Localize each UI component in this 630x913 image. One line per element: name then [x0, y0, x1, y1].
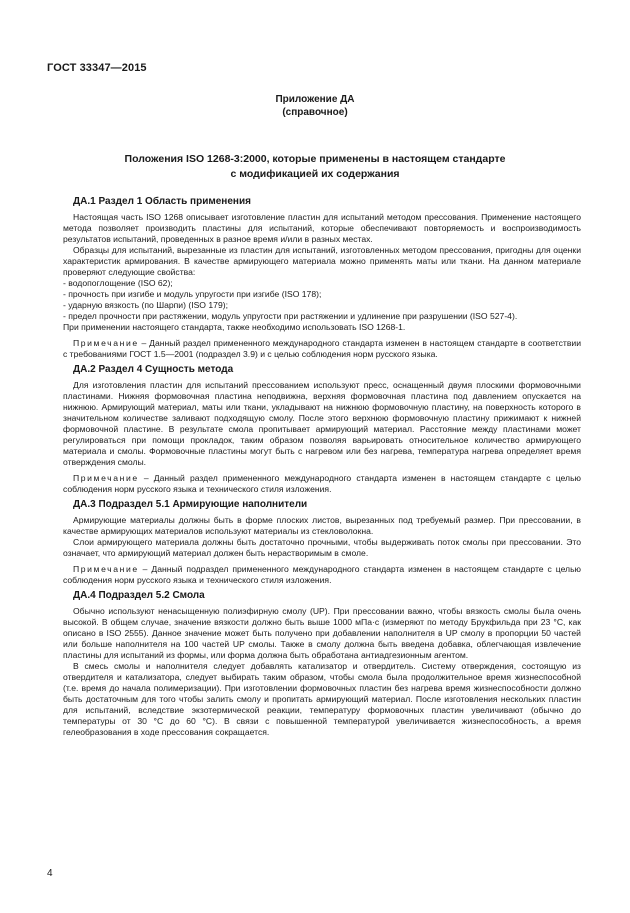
document-body: [63, 196, 581, 740]
body-paragraph: Армирующие материалы должны быть в форме плоских листов, вырезанных под требуемый размер. При прессовании, в качестве армирующих материалов используют материалы из стекловолокна.: [63, 515, 581, 536]
section-heading: ДА.2 Раздел 4 Сущность метода: [73, 364, 234, 375]
section-heading: ДА.4 Подраздел 5.2 Смола: [73, 590, 205, 601]
appendix-heading: [0, 93, 630, 119]
body-paragraph: Для изготовления пластин для испытаний прессованием используют пресс, оснащенный двумя плоскими формовочными пластинами. Нижняя формовочная пластина неподвижна, верхняя формовочная пластина под давлением опускается на нижнюю. Армирующий материал, маты или ткани, укладывают на нижнюю формовочную пластину, на поверхность которого в значительном количестве заливают подходящую смолу. После этого верхнюю формовочную пластину прижимают к нижней формовочной пластине. В результате смола пропитывает армирующий материал. Расстояние между пластинами может регулироваться при помощи прокладок, таким образом позволяя варьировать относительное количество армирующего материала и смолы. Формовочные пластины могут быть с нагревом или без нагрева, температура нагрева определяет время отверждения смолы.: [63, 380, 581, 467]
standard-header: ГОСТ 33347—2015: [47, 62, 147, 74]
list-item: - предел прочности при растяжении, модуль упругости при растяжении и удлинение при разрушении (ISO 527-4).: [63, 311, 518, 321]
note-label: Примечание: [73, 564, 139, 574]
body-paragraph: Слои армирующего материала должны быть достаточно прочными, чтобы выдерживать поток смолы при прессовании. Это означает, что армирующий материал должен быть нерастворимым в смоле.: [63, 537, 581, 558]
body-paragraph: Образцы для испытаний, вырезанные из пластин для испытаний, изготовленных методом прессования, пригодны для оценки характеристик армирования. В качестве армирующего материала можно применять маты или ткани. На данном материале проверяют следующие свойства:: [63, 245, 581, 277]
list-item: - прочность при изгибе и модуль упругости при изгибе (ISO 178);: [63, 289, 322, 299]
appendix-subtitle: (справочное): [282, 107, 348, 118]
section-heading: ДА.1 Раздел 1 Область применения: [73, 196, 251, 207]
body-paragraph: Настоящая часть ISO 1268 описывает изготовление пластин для испытаний методом прессования. Применение настоящего метода позволяет производить пластины для испытаний, которые обеспечивают повторяемость и воспроизводимость результатов испытаний, проведенных в разное время и/или в разных местах.: [63, 212, 581, 244]
title-line-2: с модификацией их содержания: [230, 168, 400, 180]
body-paragraph: Обычно используют ненасыщенную полиэфирную смолу (UP). При прессовании важно, чтобы вязкость смолы была очень высокой. В общем случае, значение вязкости должно быть выше 1000 мПа·с (измеряют по методу Брукфильда при 23 °C, как описано в ISO 2555). Данное значение может быть получено при добавлении наполнителя в UP смолу в пропорции 50 частей или больше наполнителя на 100 частей UP смолы. Также в смолу должна быть введена добавка, облегчающая извлечение пластины для испытаний из формы, или форма должна быть обработана антиадгезионным агентом.: [63, 606, 581, 660]
list-item: - ударную вязкость (по Шарпи) (ISO 179);: [63, 300, 228, 310]
section: [63, 499, 581, 586]
note-paragraph: [63, 473, 581, 495]
section: [63, 590, 581, 738]
note-paragraph: [63, 564, 581, 586]
note-text: – Данный раздел примененного международного стандарта изменен в настоящем стандарте в соответствии с требованиями ГОСТ 1.5—2001 (подраздел 3.9) и с целью соблюдения норм русского языка.: [63, 338, 581, 359]
section: [63, 364, 581, 495]
body-paragraph: В смесь смолы и наполнителя следует добавлять катализатор и отвердитель. Систему отверждения, состоящую из отвердителя и катализатора, следует выбирать таким образом, чтобы смола была продолжительное время жизнеспособной (т.е. время до начала полимеризации). При изготовлении формовочных пластин без нагрева время жизнеспособности должно быть достаточным для того чтобы залить смолу и пропитать армирующий материал. После изготовления нескольких пластин для испытаний, вследствие экзотермической реакции, температуру формовочных пластин увеличивают (обычно до температуры от 30 °С до 60 °С). В связи с повышенной температурой увеличивается жизнеспособность, а время гелеобразования в ходе прессования сокращается.: [63, 661, 581, 737]
note-text: – Данный подраздел примененного международного стандарта изменен в настоящем стандарте с целью соблюдения норм русского языка и технического стиля изложения.: [63, 564, 581, 585]
list-item: - водопоглощение (ISO 62);: [63, 278, 173, 288]
list-item: При применении настоящего стандарта, также необходимо использовать ISO 1268-1.: [63, 322, 406, 332]
note-label: Примечание: [73, 473, 139, 483]
title-line-1: Положения ISO 1268-3:2000, которые применены в настоящем стандарте: [124, 153, 506, 165]
note-label: Примечание: [73, 338, 139, 348]
note-text: – Данный раздел примененного международного стандарта изменен в настоящем стандарте с целью соблюдения норм русского языка и технического стиля изложения.: [63, 473, 581, 494]
note-paragraph: [63, 338, 581, 360]
page-number: 4: [47, 868, 53, 879]
appendix-title: Приложение ДА: [275, 94, 355, 105]
section-heading: ДА.3 Подраздел 5.1 Армирующие наполнители: [73, 499, 308, 510]
document-title: [60, 152, 570, 182]
section: [63, 196, 581, 360]
